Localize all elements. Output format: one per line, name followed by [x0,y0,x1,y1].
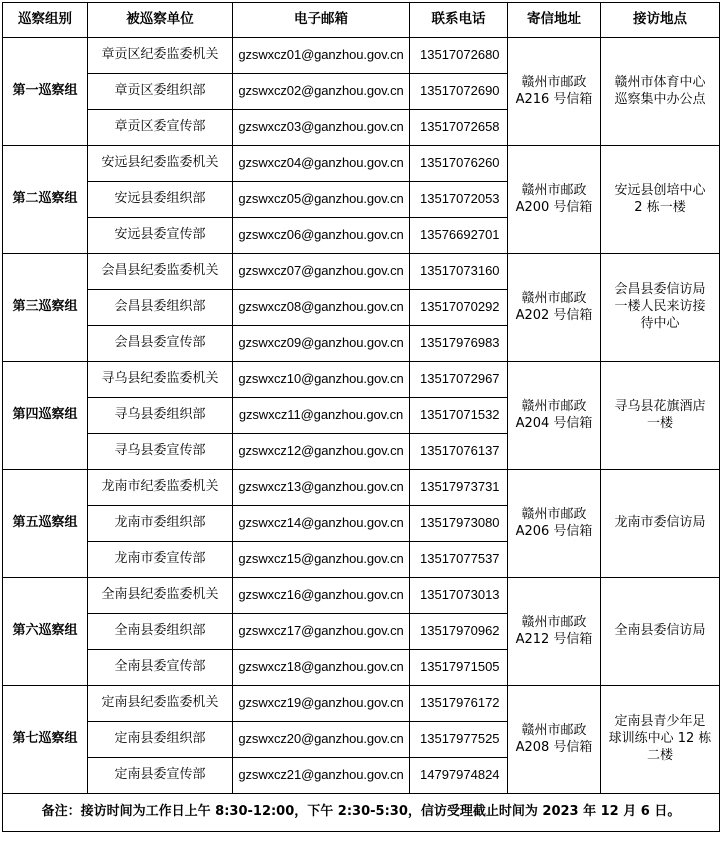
mail-address-line: 赣州市邮政 [521,182,587,198]
visit-location-line: 赣州市体育中心 [614,74,706,90]
email-address: gzswxcz21@ganzhou.gov.cn [233,758,410,794]
visit-location-line: 全南县委信访局 [614,623,706,639]
visit-location-line: 球训练中心 12 栋 [608,731,712,747]
table-body [3,38,720,794]
email-address: gzswxcz16@ganzhou.gov.cn [233,578,410,614]
unit-name: 会昌县委宣传部 [88,326,233,362]
visit-location [601,578,720,686]
mail-address-line: A208 号信箱 [515,739,593,755]
visit-location [601,686,720,794]
unit-name: 章贡区纪委监委机关 [88,38,233,74]
phone-number: 14797974824 [410,758,508,794]
unit-name: 寻乌县纪委监委机关 [88,362,233,398]
group-name: 第七巡察组 [3,686,88,794]
mail-address-line: 赣州市邮政 [521,290,587,306]
phone-number: 13517976983 [410,326,508,362]
unit-name: 寻乌县委组织部 [88,398,233,434]
unit-name: 定南县委组织部 [88,722,233,758]
unit-name: 安远县委组织部 [88,182,233,218]
email-address: gzswxcz03@ganzhou.gov.cn [233,110,410,146]
unit-name: 全南县委组织部 [88,614,233,650]
phone-number: 13517973731 [410,470,508,506]
header-email: 电子邮箱 [233,3,410,38]
phone-number: 13517072680 [410,38,508,74]
visit-location-line: 2 栋一楼 [634,199,686,215]
group-name: 第六巡察组 [3,578,88,686]
mail-address [508,38,601,146]
visit-location-line: 会昌县委信访局 [614,282,706,298]
mail-address-line: A200 号信箱 [515,199,593,215]
email-address: gzswxcz08@ganzhou.gov.cn [233,290,410,326]
visit-location [601,38,720,146]
header-address: 寄信地址 [508,3,601,38]
phone-number: 13517076137 [410,434,508,470]
phone-number: 13517070292 [410,290,508,326]
visit-location-line: 寻乌县花旗酒店 [614,398,706,414]
visit-location-line: 二楼 [646,747,673,763]
phone-number: 13517073013 [410,578,508,614]
email-address: gzswxcz06@ganzhou.gov.cn [233,218,410,254]
email-address: gzswxcz02@ganzhou.gov.cn [233,74,410,110]
unit-name: 寻乌县委宣传部 [88,434,233,470]
mail-address [508,254,601,362]
group-name: 第五巡察组 [3,470,88,578]
table-row [3,686,720,722]
email-address: gzswxcz05@ganzhou.gov.cn [233,182,410,218]
phone-number: 13517072053 [410,182,508,218]
header-row [3,3,720,38]
phone-number: 13517072690 [410,74,508,110]
header-phone: 联系电话 [410,3,508,38]
mail-address-line: 赣州市邮政 [521,614,587,630]
table-row [3,362,720,398]
group-name: 第二巡察组 [3,146,88,254]
table-row [3,38,720,74]
mail-address [508,578,601,686]
phone-number: 13517071532 [410,398,508,434]
mail-address-line: A216 号信箱 [515,91,593,107]
table-row [3,146,720,182]
note-text: 备注：接访时间为工作日上午 8:30-12:00，下午 2:30-5:30，信访受理截止时间为 2023 年 12 月 6 日。 [3,794,720,832]
visit-location-line: 龙南市委信访局 [614,515,706,531]
unit-name: 龙南市委组织部 [88,506,233,542]
header-unit: 被巡察单位 [88,3,233,38]
mail-address-line: A212 号信箱 [515,631,593,647]
email-address: gzswxcz04@ganzhou.gov.cn [233,146,410,182]
phone-number: 13517971505 [410,650,508,686]
phone-number: 13517970962 [410,614,508,650]
unit-name: 定南县纪委监委机关 [88,686,233,722]
visit-location-line: 巡察集中办公点 [614,91,706,107]
unit-name: 章贡区委组织部 [88,74,233,110]
email-address: gzswxcz19@ganzhou.gov.cn [233,686,410,722]
email-address: gzswxcz20@ganzhou.gov.cn [233,722,410,758]
note-row [3,794,720,832]
unit-name: 定南县委宣传部 [88,758,233,794]
phone-number: 13517076260 [410,146,508,182]
mail-address [508,146,601,254]
unit-name: 龙南市纪委监委机关 [88,470,233,506]
group-name: 第四巡察组 [3,362,88,470]
table-row [3,254,720,290]
email-address: gzswxcz14@ganzhou.gov.cn [233,506,410,542]
mail-address-line: A204 号信箱 [515,415,593,431]
email-address: gzswxcz13@ganzhou.gov.cn [233,470,410,506]
mail-address [508,686,601,794]
mail-address-line: A206 号信箱 [515,523,593,539]
unit-name: 龙南市委宣传部 [88,542,233,578]
visit-location [601,470,720,578]
unit-name: 安远县委宣传部 [88,218,233,254]
phone-number: 13517073160 [410,254,508,290]
mail-address-line: 赣州市邮政 [521,398,587,414]
inspection-contact-table [2,2,720,832]
phone-number: 13517976172 [410,686,508,722]
visit-location [601,254,720,362]
phone-number: 13517072658 [410,110,508,146]
unit-name: 全南县纪委监委机关 [88,578,233,614]
unit-name: 章贡区委宣传部 [88,110,233,146]
header-group: 巡察组别 [3,3,88,38]
visit-location [601,146,720,254]
phone-number: 13576692701 [410,218,508,254]
visit-location-line: 一楼人民来访接 [614,299,706,315]
visit-location-line: 定南县青少年足 [614,714,706,730]
phone-number: 13517072967 [410,362,508,398]
header-location: 接访地点 [601,3,720,38]
unit-name: 全南县委宣传部 [88,650,233,686]
email-address: gzswxcz18@ganzhou.gov.cn [233,650,410,686]
visit-location-line: 一楼 [646,415,673,431]
phone-number: 13517077537 [410,542,508,578]
unit-name: 安远县纪委监委机关 [88,146,233,182]
mail-address-line: A202 号信箱 [515,307,593,323]
email-address: gzswxcz11@ganzhou.gov.cn [233,398,410,434]
email-address: gzswxcz07@ganzhou.gov.cn [233,254,410,290]
visit-location-line: 安远县创培中心 [614,182,706,198]
email-address: gzswxcz09@ganzhou.gov.cn [233,326,410,362]
group-name: 第一巡察组 [3,38,88,146]
email-address: gzswxcz10@ganzhou.gov.cn [233,362,410,398]
visit-location-line: 待中心 [640,315,680,331]
email-address: gzswxcz01@ganzhou.gov.cn [233,38,410,74]
email-address: gzswxcz12@ganzhou.gov.cn [233,434,410,470]
visit-location [601,362,720,470]
mail-address [508,362,601,470]
phone-number: 13517977525 [410,722,508,758]
mail-address-line: 赣州市邮政 [521,74,587,90]
mail-address [508,470,601,578]
phone-number: 13517973080 [410,506,508,542]
email-address: gzswxcz17@ganzhou.gov.cn [233,614,410,650]
table-row [3,470,720,506]
mail-address-line: 赣州市邮政 [521,722,587,738]
mail-address-line: 赣州市邮政 [521,506,587,522]
unit-name: 会昌县委组织部 [88,290,233,326]
group-name: 第三巡察组 [3,254,88,362]
table-row [3,578,720,614]
unit-name: 会昌县纪委监委机关 [88,254,233,290]
email-address: gzswxcz15@ganzhou.gov.cn [233,542,410,578]
